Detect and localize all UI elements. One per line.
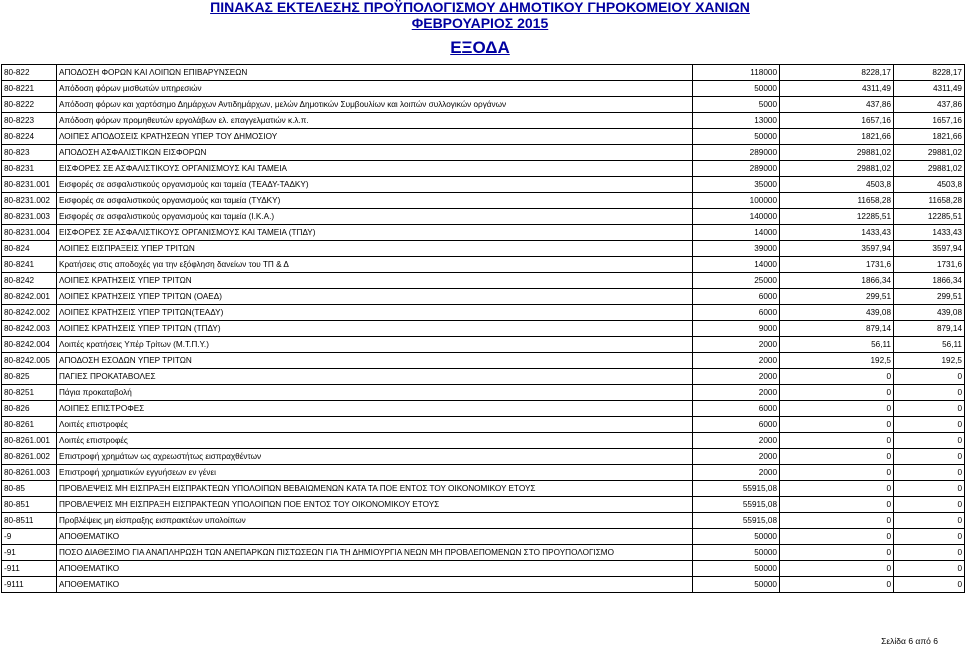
committed-amount-cell: 0 [780,385,894,401]
committed-amount-cell: 29881,02 [780,161,894,177]
account-code-cell: 80-8261 [2,417,57,433]
budget-amount-cell: 50000 [693,529,780,545]
description-cell: ΛΟΙΠΕΣ ΕΠΙΣΤΡΟΦΕΣ [57,401,693,417]
budget-amount-cell: 6000 [693,289,780,305]
paid-amount-cell: 0 [894,497,965,513]
account-code-cell: 80-822 [2,65,57,81]
account-code-cell: -9 [2,529,57,545]
committed-amount-cell: 0 [780,369,894,385]
expenses-table [1,64,965,593]
table-row [2,97,965,113]
description-cell: Προβλέψεις μη είσπραξης εισπρακτέων υπολοίπων [57,513,693,529]
table-row [2,449,965,465]
account-code-cell: -91 [2,545,57,561]
table-row [2,305,965,321]
table-row [2,561,965,577]
committed-amount-cell: 1657,16 [780,113,894,129]
committed-amount-cell: 879,14 [780,321,894,337]
expenses-table-body [2,65,965,593]
budget-amount-cell: 5000 [693,97,780,113]
paid-amount-cell: 0 [894,401,965,417]
description-cell: ΛΟΙΠΕΣ ΚΡΑΤΗΣΕΙΣ ΥΠΕΡ ΤΡΙΤΩΝ (ΟΑΕΔ) [57,289,693,305]
description-cell: Κρατήσεις στις αποδοχές για την εξόφληση δανείων του ΤΠ & Δ [57,257,693,273]
account-code-cell: 80-8231 [2,161,57,177]
description-cell: Εισφορές σε ασφαλιστικούς οργανισμούς και ταμεία (ΤΕΑΔΥ-ΤΑΔΚΥ) [57,177,693,193]
description-cell: ΠΡΟΒΛΕΨΕΙΣ ΜΗ ΕΙΣΠΡΑΞΗ ΕΙΣΠΡΑΚΤΕΩΝ ΥΠΟΛΟΙΠΩΝ ΒΕΒΑΙΩΜΕΝΩΝ ΚΑΤΑ ΤΑ ΠΟΕ ΕΝΤΟΣ ΤΟΥ ΟΙΚΟΝΟΜΙΚΟΥ ΕΤΟΥΣ [57,481,693,497]
description-cell: Εισφορές σε ασφαλιστικούς οργανισμούς και ταμεία (Ι.Κ.Α.) [57,209,693,225]
budget-amount-cell: 140000 [693,209,780,225]
description-cell: ΠΡΟΒΛΕΨΕΙΣ ΜΗ ΕΙΣΠΡΑΞΗ ΕΙΣΠΡΑΚΤΕΩΝ ΥΠΟΛΟΙΠΩΝ ΠΟΕ ΕΝΤΟΣ ΤΟΥ ΟΙΚΟΝΟΜΙΚΟΥ ΕΤΟΥΣ [57,497,693,513]
table-row [2,289,965,305]
account-code-cell: 80-825 [2,369,57,385]
committed-amount-cell: 0 [780,545,894,561]
table-row [2,545,965,561]
committed-amount-cell: 4503,8 [780,177,894,193]
section-heading: ΕΞΟΔΑ [450,38,510,57]
committed-amount-cell: 192,5 [780,353,894,369]
paid-amount-cell: 1657,16 [894,113,965,129]
committed-amount-cell: 0 [780,481,894,497]
table-row [2,193,965,209]
budget-amount-cell: 55915,08 [693,481,780,497]
description-cell: ΑΠΟΔΟΣΗ ΑΣΦΑΛΙΣΤΙΚΩΝ ΕΙΣΦΟΡΩΝ [57,145,693,161]
paid-amount-cell: 437,86 [894,97,965,113]
table-row [2,225,965,241]
budget-amount-cell: 50000 [693,129,780,145]
budget-amount-cell: 13000 [693,113,780,129]
description-cell: Πάγια προκαταβολή [57,385,693,401]
paid-amount-cell: 0 [894,577,965,593]
account-code-cell: 80-8231.001 [2,177,57,193]
budget-amount-cell: 50000 [693,545,780,561]
table-row [2,433,965,449]
committed-amount-cell: 0 [780,577,894,593]
description-cell: ΛΟΙΠΕΣ ΑΠΟΔΟΣΕΙΣ ΚΡΑΤΗΣΕΩΝ ΥΠΕΡ ΤΟΥ ΔΗΜΟΣΙΟΥ [57,129,693,145]
description-cell: ΕΙΣΦΟΡΕΣ ΣΕ ΑΣΦΑΛΙΣΤΙΚΟΥΣ ΟΡΓΑΝΙΣΜΟΥΣ ΚΑΙ ΤΑΜΕΙΑ [57,161,693,177]
table-row [2,513,965,529]
committed-amount-cell: 0 [780,433,894,449]
description-cell: Απόδοση φόρων μισθωτών υπηρεσιών [57,81,693,97]
paid-amount-cell: 192,5 [894,353,965,369]
table-row [2,385,965,401]
committed-amount-cell: 439,08 [780,305,894,321]
table-row [2,145,965,161]
description-cell: Απόδοση φόρων προμηθευτών εργολάβων ελ. επαγγελματιών κ.λ.π. [57,113,693,129]
account-code-cell: 80-8224 [2,129,57,145]
budget-amount-cell: 55915,08 [693,513,780,529]
paid-amount-cell: 0 [894,449,965,465]
paid-amount-cell: 439,08 [894,305,965,321]
paid-amount-cell: 29881,02 [894,145,965,161]
committed-amount-cell: 8228,17 [780,65,894,81]
budget-amount-cell: 2000 [693,369,780,385]
paid-amount-cell: 0 [894,513,965,529]
description-cell: Απόδοση φόρων και χαρτόσημο Δημάρχων Αντιδημάρχων, μελών Δημοτικών Συμβουλίων και λοιπών συλλογικών οργάνων [57,97,693,113]
paid-amount-cell: 879,14 [894,321,965,337]
paid-amount-cell: 0 [894,417,965,433]
budget-amount-cell: 289000 [693,145,780,161]
budget-amount-cell: 50000 [693,561,780,577]
table-row [2,257,965,273]
account-code-cell: 80-8222 [2,97,57,113]
description-cell: ΑΠΟΔΟΣΗ ΦΟΡΩΝ ΚΑΙ ΛΟΙΠΩΝ ΕΠΙΒΑΡΥΝΣΕΩΝ [57,65,693,81]
paid-amount-cell: 4503,8 [894,177,965,193]
description-cell: Λοιπές επιστροφές [57,417,693,433]
table-row [2,353,965,369]
budget-amount-cell: 2000 [693,433,780,449]
account-code-cell: 80-8241 [2,257,57,273]
account-code-cell: 80-8231.002 [2,193,57,209]
description-cell: Λοιπές κρατήσεις Υπέρ Τρίτων (Μ.Τ.Π.Υ.) [57,337,693,353]
table-row [2,481,965,497]
committed-amount-cell: 11658,28 [780,193,894,209]
paid-amount-cell: 0 [894,481,965,497]
table-row [2,401,965,417]
account-code-cell: 80-8231.003 [2,209,57,225]
committed-amount-cell: 0 [780,417,894,433]
budget-amount-cell: 2000 [693,353,780,369]
budget-amount-cell: 118000 [693,65,780,81]
table-row [2,161,965,177]
account-code-cell: -9111 [2,577,57,593]
budget-amount-cell: 6000 [693,417,780,433]
account-code-cell: -911 [2,561,57,577]
description-cell: ΛΟΙΠΕΣ ΕΙΣΠΡΑΞΕΙΣ ΥΠΕΡ ΤΡΙΤΩΝ [57,241,693,257]
budget-amount-cell: 2000 [693,337,780,353]
committed-amount-cell: 1821,66 [780,129,894,145]
description-cell: ΕΙΣΦΟΡΕΣ ΣΕ ΑΣΦΑΛΙΣΤΙΚΟΥΣ ΟΡΓΑΝΙΣΜΟΥΣ ΚΑΙ ΤΑΜΕΙΑ (ΤΠΔΥ) [57,225,693,241]
description-cell: ΑΠΟΘΕΜΑΤΙΚΟ [57,529,693,545]
budget-amount-cell: 2000 [693,449,780,465]
table-row [2,113,965,129]
budget-amount-cell: 50000 [693,81,780,97]
paid-amount-cell: 0 [894,433,965,449]
account-code-cell: 80-8261.002 [2,449,57,465]
page-number: Σελίδα 6 από 6 [881,636,938,646]
committed-amount-cell: 56,11 [780,337,894,353]
account-code-cell: 80-8242.003 [2,321,57,337]
paid-amount-cell: 0 [894,529,965,545]
budget-amount-cell: 6000 [693,401,780,417]
budget-amount-cell: 50000 [693,577,780,593]
table-row [2,369,965,385]
paid-amount-cell: 4311,49 [894,81,965,97]
paid-amount-cell: 56,11 [894,337,965,353]
budget-amount-cell: 6000 [693,305,780,321]
table-row [2,497,965,513]
paid-amount-cell: 1731,6 [894,257,965,273]
account-code-cell: 80-8242 [2,273,57,289]
table-row [2,529,965,545]
committed-amount-cell: 29881,02 [780,145,894,161]
account-code-cell: 80-8261.003 [2,465,57,481]
table-row [2,417,965,433]
committed-amount-cell: 0 [780,497,894,513]
paid-amount-cell: 299,51 [894,289,965,305]
committed-amount-cell: 3597,94 [780,241,894,257]
account-code-cell: 80-8221 [2,81,57,97]
description-cell: Επιστροφή χρημάτων ως αχρεωστήτως εισπραχθέντων [57,449,693,465]
table-row [2,65,965,81]
table-row [2,465,965,481]
description-cell: ΑΠΟΘΕΜΑΤΙΚΟ [57,577,693,593]
budget-amount-cell: 289000 [693,161,780,177]
budget-amount-cell: 14000 [693,225,780,241]
budget-amount-cell: 2000 [693,385,780,401]
committed-amount-cell: 0 [780,401,894,417]
description-cell: ΠΟΣΟ ΔΙΑΘΕΣΙΜΟ ΓΙΑ ΑΝΑΠΛΗΡΩΣΗ ΤΩΝ ΑΝΕΠΑΡΚΩΝ ΠΙΣΤΩΣΕΩΝ ΓΙΑ ΤΗ ΔΗΜΙΟΥΡΓΙΑ ΝΕΩΝ ΜΗ ΠΡΟΒΛΕΠΟΜΕΝΩΝ ΣΤΟ ΠΡΟΥΠΟΛΟΓΙΣΜΟ [57,545,693,561]
committed-amount-cell: 0 [780,513,894,529]
description-cell: ΠΑΓΙΕΣ ΠΡΟΚΑΤΑΒΟΛΕΣ [57,369,693,385]
committed-amount-cell: 0 [780,561,894,577]
budget-amount-cell: 35000 [693,177,780,193]
account-code-cell: 80-8242.001 [2,289,57,305]
paid-amount-cell: 11658,28 [894,193,965,209]
description-cell: Επιστροφή χρηματικών εγγυήσεων εν γένει [57,465,693,481]
paid-amount-cell: 1821,66 [894,129,965,145]
paid-amount-cell: 0 [894,385,965,401]
paid-amount-cell: 1433,43 [894,225,965,241]
table-row [2,577,965,593]
budget-amount-cell: 14000 [693,257,780,273]
account-code-cell: 80-823 [2,145,57,161]
table-row [2,177,965,193]
account-code-cell: 80-8261.001 [2,433,57,449]
table-row [2,337,965,353]
table-row [2,81,965,97]
description-cell: ΑΠΟΔΟΣΗ ΕΣΟΔΩΝ ΥΠΕΡ ΤΡΙΤΩΝ [57,353,693,369]
account-code-cell: 80-8223 [2,113,57,129]
budget-amount-cell: 39000 [693,241,780,257]
description-cell: ΑΠΟΘΕΜΑΤΙΚΟ [57,561,693,577]
budget-amount-cell: 100000 [693,193,780,209]
committed-amount-cell: 1731,6 [780,257,894,273]
paid-amount-cell: 1866,34 [894,273,965,289]
committed-amount-cell: 4311,49 [780,81,894,97]
committed-amount-cell: 0 [780,465,894,481]
paid-amount-cell: 3597,94 [894,241,965,257]
paid-amount-cell: 29881,02 [894,161,965,177]
table-row [2,209,965,225]
paid-amount-cell: 0 [894,369,965,385]
description-cell: Λοιπές επιστροφές [57,433,693,449]
committed-amount-cell: 1866,34 [780,273,894,289]
committed-amount-cell: 299,51 [780,289,894,305]
committed-amount-cell: 437,86 [780,97,894,113]
paid-amount-cell: 0 [894,545,965,561]
account-code-cell: 80-8231.004 [2,225,57,241]
paid-amount-cell: 0 [894,465,965,481]
budget-amount-cell: 55915,08 [693,497,780,513]
budget-amount-cell: 25000 [693,273,780,289]
account-code-cell: 80-8242.002 [2,305,57,321]
budget-amount-cell: 9000 [693,321,780,337]
report-period: ΦΕΒΡΟΥΑΡΙΟΣ 2015 [411,15,549,31]
report-title: ΠΙΝΑΚΑΣ ΕΚΤΕΛΕΣΗΣ ΠΡΟΫΠΟΛΟΓΙΣΜΟΥ ΔΗΜΟΤΙΚΟΥ ΓΗΡΟΚΟΜΕΙΟΥ ΧΑΝΙΩΝ [210,0,750,15]
committed-amount-cell: 0 [780,529,894,545]
paid-amount-cell: 8228,17 [894,65,965,81]
committed-amount-cell: 1433,43 [780,225,894,241]
table-row [2,129,965,145]
account-code-cell: 80-8242.005 [2,353,57,369]
description-cell: ΛΟΙΠΕΣ ΚΡΑΤΗΣΕΙΣ ΥΠΕΡ ΤΡΙΤΩΝ [57,273,693,289]
table-row [2,241,965,257]
committed-amount-cell: 0 [780,449,894,465]
paid-amount-cell: 0 [894,561,965,577]
committed-amount-cell: 12285,51 [780,209,894,225]
account-code-cell: 80-8251 [2,385,57,401]
description-cell: ΛΟΙΠΕΣ ΚΡΑΤΗΣΕΙΣ ΥΠΕΡ ΤΡΙΤΩΝ (ΤΠΔΥ) [57,321,693,337]
description-cell: ΛΟΙΠΕΣ ΚΡΑΤΗΣΕΙΣ ΥΠΕΡ ΤΡΙΤΩΝ(ΤΕΑΔΥ) [57,305,693,321]
paid-amount-cell: 12285,51 [894,209,965,225]
table-row [2,273,965,289]
table-row [2,321,965,337]
account-code-cell: 80-8511 [2,513,57,529]
budget-amount-cell: 2000 [693,465,780,481]
account-code-cell: 80-851 [2,497,57,513]
account-code-cell: 80-826 [2,401,57,417]
description-cell: Εισφορές σε ασφαλιστικούς οργανισμούς και ταμεία (ΤΥΔΚΥ) [57,193,693,209]
account-code-cell: 80-85 [2,481,57,497]
account-code-cell: 80-824 [2,241,57,257]
account-code-cell: 80-8242.004 [2,337,57,353]
